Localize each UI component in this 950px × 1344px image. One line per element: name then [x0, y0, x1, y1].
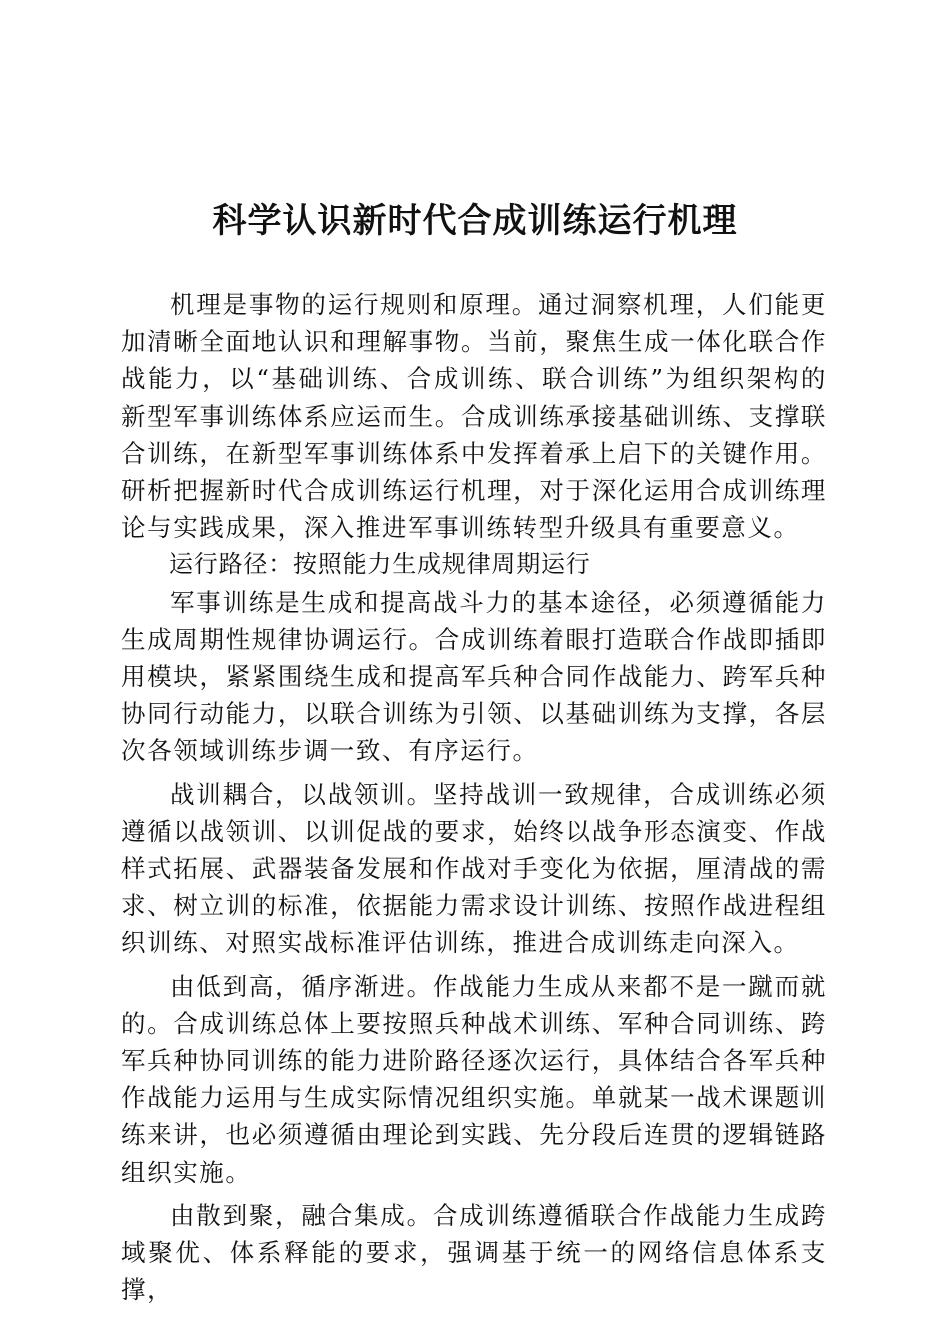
body-paragraph: 由低到高，循序渐进。作战能力生成从来都不是一蹴而就的。合成训练总体上要按照兵种战术训练、军种合同训练、跨军兵种协同训练的能力进阶路径逐次运行，具体结合各军兵种作战能力运用与生成实际情况组织实施。单就某一战术课题训练来讲，也必须遵循由理论到实践、先分段后连贯的逻辑链路组织实施。 [121, 971, 827, 1187]
section-heading: 运行路径：按照能力生成规律周期运行 [169, 550, 591, 579]
intro-paragraph: 机理是事物的运行规则和原理。通过洞察机理，人们能更加清晰全面地认识和理解事物。当前，聚焦生成一体化联合作战能力，以“基础训练、合成训练、联合训练”为组织架构的新型军事训练体系应运而生。合成训练承接基础训练、支撑联合训练，在新型军事训练体系中发挥着承上启下的关键作用。研析把握新时代合成训练运行机理，对于深化运用合成训练理论与实践成果，深入推进军事训练转型升级具有重要意义。 [121, 290, 827, 543]
body-paragraph: 由散到聚，融合集成。合成训练遵循联合作战能力生成跨域聚优、体系释能的要求，强调基于统一的网络信息体系支撑， [121, 1200, 827, 1305]
article-body [121, 286, 827, 1308]
body-paragraph: 战训耦合，以战领训。坚持战训一致规律，合成训练必须遵循以战领训、以训促战的要求，始终以战争形态演变、作战样式拓展、武器装备发展和作战对手变化为依据，厘清战的需求、树立训的标准，依据能力需求设计训练、按照作战进程组织训练、对照实战标准评估训练，推进合成训练走向深入。 [121, 779, 827, 958]
document-title: 科学认识新时代合成训练运行机理 [212, 201, 738, 241]
body-paragraph: 军事训练是生成和提高战斗力的基本途径，必须遵循能力生成周期性规律协调运行。合成训练着眼打造联合作战即插即用模块，紧紧围绕生成和提高军兵种合同作战能力、跨军兵种协同行动能力，以联合训练为引领、以基础训练为支撑，各层次各领域训练步调一致、有序运行。 [121, 587, 827, 766]
